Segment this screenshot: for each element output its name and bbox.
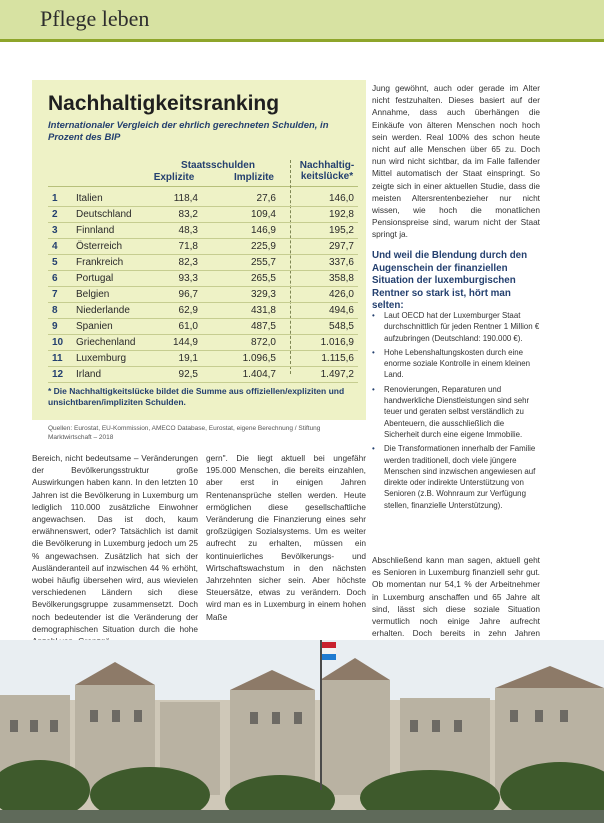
implizite-cell: 1.096,5 (242, 353, 276, 364)
ranking-row (48, 286, 358, 303)
ranking-table (48, 160, 358, 382)
body-column-1: Bereich, nicht bedeutsame – Veränderungen der Bevölkerungsstruktur große Auswirkungen haben kann. In den letzten 10 Jahren ist die Bevölkerung in Luxemburg um lediglich 110.000 zusätzliche Einwohner angewachsen. Das ist doch, kaum erwähnenswert, oder? Tatsächlich ist damit die Bevölkerung in Luxemburg jedoch um 25 % angewachsen. Zusätzlich hat sich der Ausländeranteil auf inzwischen 44 % erhöht, wobei häufig übersehen wird, aus wievielen verschiedenen Ländern sich diese Bevölkerungsgruppe zusammensetzt. Doch noch bedeutender ist die Veränderung der demographischen Situation durch die hohe (32, 453, 198, 634)
rank-cell: 6 (52, 273, 58, 284)
rank-cell: 9 (52, 321, 58, 332)
nachhaltigkeit-cell: 548,5 (328, 321, 354, 332)
bullet-item: • Laut OECD hat der Luxemburger Staat durchschnittlich für jeden Rentner 1 Million € aufzubringen (Deutschland: 190.000 €). (372, 310, 540, 344)
ranking-row (48, 350, 358, 367)
implizite-cell: 265,5 (250, 273, 276, 284)
nachhaltigkeit-cell: 1.497,2 (320, 369, 354, 380)
implizite-cell: 872,0 (250, 337, 276, 348)
implizite-cell: 146,9 (250, 225, 276, 236)
body-column-2: gern". Die liegt aktuell bei ungefähr 195.000 Menschen, die bereits einzahlen, aber erst in einigen Jahren Rentenansprüche stellen werden. Heute ermöglichen diese gesellschaftliche Veränderung die Finanzierung eines sehr großzügigen Sozialsystems. Um es weiter aufrecht zu erhalten, müssen ein kontinuierliches Bevölkerungs- und Wirtschaftswachstum in den nächsten Jahrzehnten sicher sein. Aber höchste Steuersätze, etwas zu verändern. Doch wird man es in Luxemburg in einem hohen Maße (206, 453, 366, 622)
bullet-item: • Hohe Lebenshaltungskosten durch eine enorme soziale Kontrolle in einem kleinen Land. (372, 347, 540, 381)
country-cell: Irland (76, 369, 102, 380)
rank-cell: 12 (52, 369, 64, 380)
nachhaltigkeit-cell: 426,0 (328, 289, 354, 300)
country-cell: Luxemburg (76, 353, 127, 364)
ranking-row (48, 190, 358, 207)
country-cell: Italien (76, 193, 103, 204)
nachhaltigkeit-cell: 1.115,6 (321, 353, 354, 364)
explizite-cell: 62,9 (178, 305, 198, 316)
rank-cell: 2 (52, 209, 58, 220)
bullet-item: • Renovierungen, Reparaturen und handwerkliche Dienstleistungen sind sehr teuer und geraten selbst verständlich zu Abenteuern, die ausschließlich die Sicherheit durch eine eigene Immobilie. (372, 384, 540, 440)
ranking-row (48, 270, 358, 287)
implizite-cell: 1.404,7 (242, 369, 276, 380)
ranking-row (48, 222, 358, 239)
luxembourg-photo (0, 640, 604, 823)
country-cell: Niederlande (76, 305, 130, 316)
section-title: Pflege leben (40, 6, 150, 31)
implizite-cell: 487,5 (250, 321, 276, 332)
nachhaltigkeit-cell: 1.016,9 (320, 337, 354, 348)
country-cell: Belgien (76, 289, 110, 300)
nachhaltigkeit-cell: 494,6 (328, 305, 354, 316)
rank-cell: 4 (52, 241, 58, 252)
ranking-subtitle: Internationaler Vergleich der ehrlich gerechneten Schulden, in Prozent des BIP (48, 120, 329, 143)
rank-cell: 10 (52, 337, 64, 348)
explizite-cell: 82,3 (178, 257, 198, 268)
section-header (0, 0, 604, 42)
right-paragraph-1: Jung gewöhnt, auch oder gerade im Alter nicht festzuhalten. Dieses basiert auf der Annahme, dass auch überhängen die Einkäufe von älteren Menschen noch hoch sein werden. Real 100% des schon heute nicht auf alle Menschen über 65 zu. Doch nun wird nicht sichtbar, da im Falle fallender Mittel automatisch der Staat einspringt. So zeigte sich in einer aktuellen Studie, dass die meisten Altersrentenbezieher nur nicht wissen, wie hoch die monatlichen Pensionspreise sind, warum nicht der Staat springt ja. (372, 83, 540, 240)
implizite-cell: 255,7 (250, 257, 276, 268)
implizite-cell: 27,6 (256, 193, 276, 204)
ranking-row (48, 302, 358, 319)
implizite-cell: 431,8 (250, 305, 276, 316)
country-cell: Österreich (76, 241, 123, 252)
country-cell: Griechenland (76, 337, 136, 348)
rank-cell: 11 (52, 353, 63, 364)
ranking-row (48, 366, 358, 383)
ranking-title: Nachhaltigkeitsranking (48, 92, 280, 115)
explizite-cell: 93,3 (178, 273, 198, 284)
explizite-cell: 96,7 (178, 289, 198, 300)
rank-cell: 1 (52, 193, 58, 204)
header-implizite: Implizite (233, 172, 274, 183)
country-cell: Deutschland (76, 209, 132, 220)
right-paragraph-2: Abschließend kann man sagen, aktuell geht es Senioren in Luxemburg finanziell sehr gut. Ob momentan nur 54,1 % der Arbeitnehmer in Luxemburg anschaffen und 65 Jahre alt sind, lässt sich diese soziale Situation vermutlich noch einige Jahre aufrecht erhalten. Doch bereits in zehn Jahren (372, 555, 540, 639)
explizite-cell: 19,1 (178, 353, 198, 364)
country-cell: Finnland (76, 225, 115, 236)
implizite-cell: 225,9 (250, 241, 276, 252)
explizite-cell: 83,2 (178, 209, 198, 220)
ranking-box (32, 80, 366, 420)
ranking-row (48, 318, 358, 335)
explizite-cell: 144,9 (172, 337, 198, 348)
ranking-source: Quellen: Eurostat, EU-Kommission, AMECO Database, Eurostat, eigene Berechnung / Stiftung Marktwirtschaft – 2018 (48, 425, 321, 441)
right-heading: Und weil die Blendung durch den Augenschein der finanziellen Situation der luxemburgischen Rentner so stark ist, hört man selten: (372, 250, 528, 311)
rank-cell: 7 (52, 289, 58, 300)
explizite-cell: 48,3 (178, 225, 198, 236)
country-cell: Frankreich (76, 257, 124, 268)
ranking-note: * Die Nachhaltigkeitslücke bildet die Summe aus offiziellen/expliziten und unsichtbaren/impliziten Schulden. (48, 386, 345, 407)
implizite-cell: 329,3 (250, 289, 276, 300)
explizite-cell: 118,4 (173, 193, 198, 204)
bullet-item: • Die Transformationen innerhalb der Familie werden traditionell, doch viele jüngere Menschen sind inzwischen angewiesen auf direkte oder indirekte Unterstützung von Senioren (z.B. Wohnraum zur Verfügung stellen, finanzielle Unterstützung). (372, 443, 540, 511)
explizite-cell: 92,5 (178, 369, 198, 380)
bullet-list (372, 310, 540, 514)
nachhaltigkeit-cell: 358,8 (328, 273, 354, 284)
ranking-row (48, 254, 358, 271)
implizite-cell: 109,4 (250, 209, 276, 220)
header-staatsschulden: Staatsschulden (181, 160, 255, 171)
country-cell: Spanien (76, 321, 113, 332)
ranking-row (48, 334, 358, 351)
nachhaltigkeit-cell: 195,2 (328, 225, 354, 236)
country-cell: Portugal (76, 273, 114, 284)
rank-cell: 8 (52, 305, 58, 316)
header-nachhaltigkeit: Nachhaltig- keitslücke* (299, 160, 355, 182)
nachhaltigkeit-cell: 337,6 (328, 257, 354, 268)
header-rule (48, 186, 358, 187)
explizite-cell: 71,8 (178, 241, 198, 252)
header-explizite: Explizite (153, 172, 195, 183)
explizite-cell: 61,0 (178, 321, 198, 332)
nachhaltigkeit-cell: 297,7 (328, 241, 354, 252)
nachhaltigkeit-cell: 146,0 (328, 193, 354, 204)
nachhaltigkeit-cell: 192,8 (328, 209, 354, 220)
rank-cell: 3 (52, 225, 58, 236)
ranking-row (48, 206, 358, 223)
ranking-row (48, 238, 358, 255)
rank-cell: 5 (52, 257, 58, 268)
